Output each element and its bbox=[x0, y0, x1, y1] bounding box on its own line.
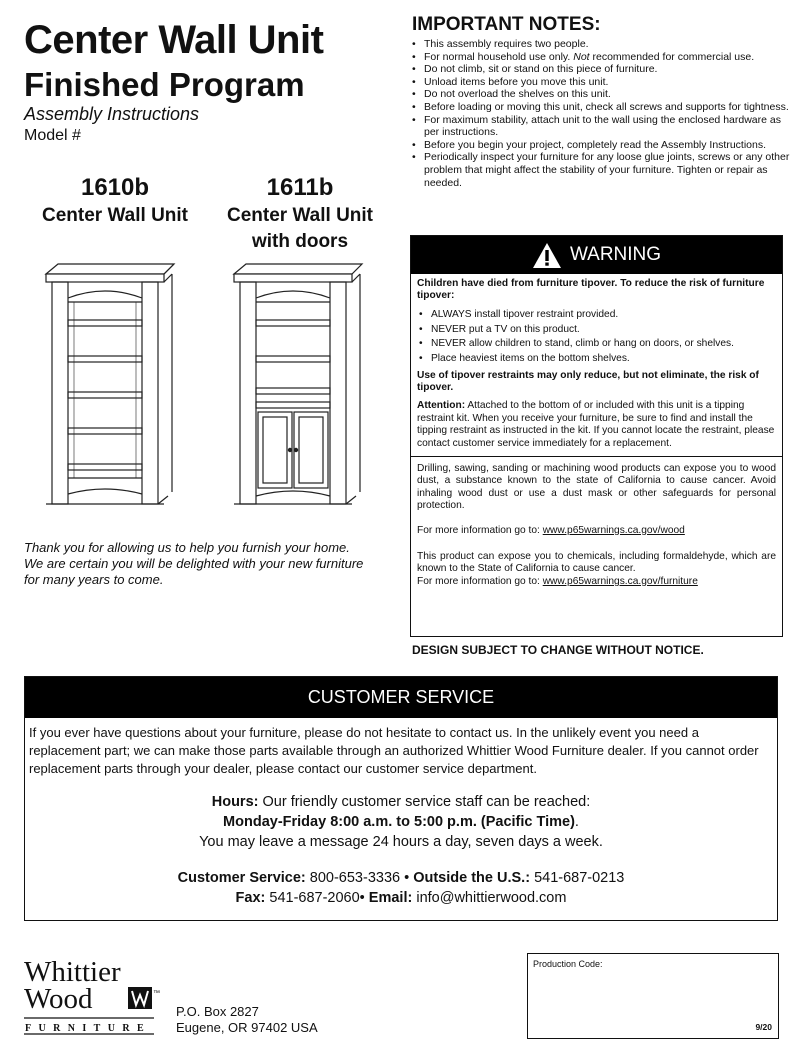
mailing-address bbox=[176, 1004, 318, 1036]
address-line: Eugene, OR 97402 USA bbox=[176, 1020, 318, 1035]
schedule-line: Monday-Friday 8:00 a.m. to 5:00 p.m. (Pacific Time). bbox=[223, 814, 579, 830]
thanks-line: Thank you for allowing us to help you furnish your home. bbox=[24, 540, 350, 555]
hours-line: Hours: Our friendly customer service staff can be reached: bbox=[211, 794, 591, 810]
warning-item: • NEVER allow children to stand, climb or hang on doors, or shelves. bbox=[417, 338, 776, 350]
svg-text:FURNITURE: FURNITURE bbox=[25, 1023, 152, 1034]
product-1610b bbox=[30, 174, 200, 228]
document-type: Assembly Instructions bbox=[24, 104, 200, 124]
important-notes-list bbox=[412, 38, 790, 189]
design-notice: DESIGN SUBJECT TO CHANGE WITHOUT NOTICE. bbox=[412, 643, 704, 657]
thanks-line: We are certain you will be delighted with your new furniture bbox=[24, 556, 364, 571]
note-item: • For normal household use only. Not recommended for commercial use. bbox=[412, 51, 790, 64]
revision-date: 9/20 bbox=[755, 1022, 772, 1032]
document-title: Center Wall Unit bbox=[24, 18, 324, 62]
restraint-note: Use of tipover restraints may only reduce, but not eliminate, the risk of tipover. bbox=[417, 369, 759, 394]
production-code-box bbox=[527, 953, 779, 1039]
wood-warning-link[interactable]: www.p65warnings.ca.gov/wood bbox=[542, 524, 685, 536]
customer-service-box bbox=[24, 676, 778, 921]
warning-body bbox=[411, 274, 782, 592]
wood-dust-warning: Drilling, sawing, sanding or machining wood products can expose you to wood dust, a substance known to the state of California to cause cancer. Avoid inhaling wood dust or use a dust mask or other safeguards for personal protection. bbox=[417, 463, 776, 512]
customer-service-intro: If you ever have questions about your furniture, please do not hesitate to contact us. In the unlikely event you need a replacement part; we can make those parts available through an authorized Whittier Wood Furniture dealer. If you cannot order replacement parts through your dealer, please contact our customer service department. bbox=[29, 725, 759, 776]
thanks-line: for many years to come. bbox=[24, 572, 164, 587]
product-name: Center Wall Unit bbox=[226, 205, 374, 226]
chemical-warning: This product can expose you to chemicals, including formaldehyde, which are known to the State of California to cause cancer. bbox=[417, 551, 776, 575]
note-item: • Before you begin your project, completely read the Assembly Instructions. bbox=[412, 139, 790, 152]
svg-text:Wood: Wood bbox=[24, 983, 93, 1015]
furniture-info-line: For more information go to: www.p65warnings.ca.gov/furniture bbox=[417, 575, 698, 587]
note-item: • Do not overload the shelves on this unit. bbox=[412, 88, 790, 101]
note-item: • Before loading or moving this unit, check all screws and supports for tightness. bbox=[412, 101, 790, 114]
attention-paragraph: Attention: Attached to the bottom of or included with this unit is a tipping restraint kit. When you receive your furniture, be sure to find and install the tipping restraint as instructed in the kit. If you cannot locate the restraint, please contact customer service immediately for a replacement. bbox=[417, 400, 775, 449]
warning-triangle-icon bbox=[532, 242, 562, 269]
warning-item: • ALWAYS install tipover restraint provided. bbox=[417, 309, 776, 321]
bookcase-illustration-doors bbox=[232, 262, 364, 512]
customer-service-title: CUSTOMER SERVICE bbox=[25, 677, 777, 718]
product-name-line2: with doors bbox=[251, 231, 349, 252]
note-item: • Periodically inspect your furniture for any loose glue joints, screws or any other problem that might affect the stability of your furniture. Tighten or repair as needed. bbox=[412, 151, 790, 189]
whittier-wood-logo bbox=[24, 955, 164, 1035]
phone-line: Customer Service: 800-653-3336 • Outside the U.S.: 541-687-0213 bbox=[177, 870, 625, 886]
message-note: You may leave a message 24 hours a day, seven days a week. bbox=[199, 834, 603, 850]
product-1611b bbox=[215, 174, 385, 254]
note-item: • For maximum stability, attach unit to the wall using the enclosed hardware as per instructions. bbox=[412, 114, 790, 139]
bookcase-illustration-open bbox=[44, 262, 176, 512]
program-name: Finished Program bbox=[24, 66, 305, 103]
warning-item: • Place heaviest items on the bottom shelves. bbox=[417, 353, 776, 365]
important-notes-title: IMPORTANT NOTES: bbox=[412, 14, 601, 35]
warning-item: • NEVER put a TV on this product. bbox=[417, 324, 776, 336]
thank-you-message bbox=[24, 540, 394, 588]
warning-lead: Children have died from furniture tipover. To reduce the risk of furniture tipover: bbox=[417, 278, 765, 302]
furniture-warning-link[interactable]: www.p65warnings.ca.gov/furniture bbox=[542, 575, 698, 587]
note-item: • Do not climb, sit or stand on this piece of furniture. bbox=[412, 63, 790, 76]
note-item: • Unload items before you move this unit. bbox=[412, 76, 790, 89]
product-number: 1611b bbox=[266, 174, 334, 201]
svg-text:Whittier: Whittier bbox=[24, 956, 121, 988]
product-number: 1610b bbox=[80, 174, 150, 201]
svg-text:™: ™ bbox=[153, 990, 160, 997]
address-line: P.O. Box 2827 bbox=[176, 1004, 259, 1019]
warning-box bbox=[410, 235, 783, 637]
wood-info-line: For more information go to: www.p65warnings.ca.gov/wood bbox=[417, 524, 685, 536]
warning-list bbox=[417, 309, 776, 366]
model-label: Model # bbox=[24, 127, 81, 144]
fax-email-line: Fax: 541-687-2060• Email: info@whittierwood.com bbox=[235, 890, 567, 906]
warning-header bbox=[411, 236, 782, 274]
production-code-label: Production Code: bbox=[533, 959, 603, 969]
note-item: • This assembly requires two people. bbox=[412, 38, 790, 51]
product-name: Center Wall Unit bbox=[41, 205, 189, 226]
warning-title: WARNING bbox=[569, 244, 662, 265]
warning-divider bbox=[411, 456, 782, 457]
